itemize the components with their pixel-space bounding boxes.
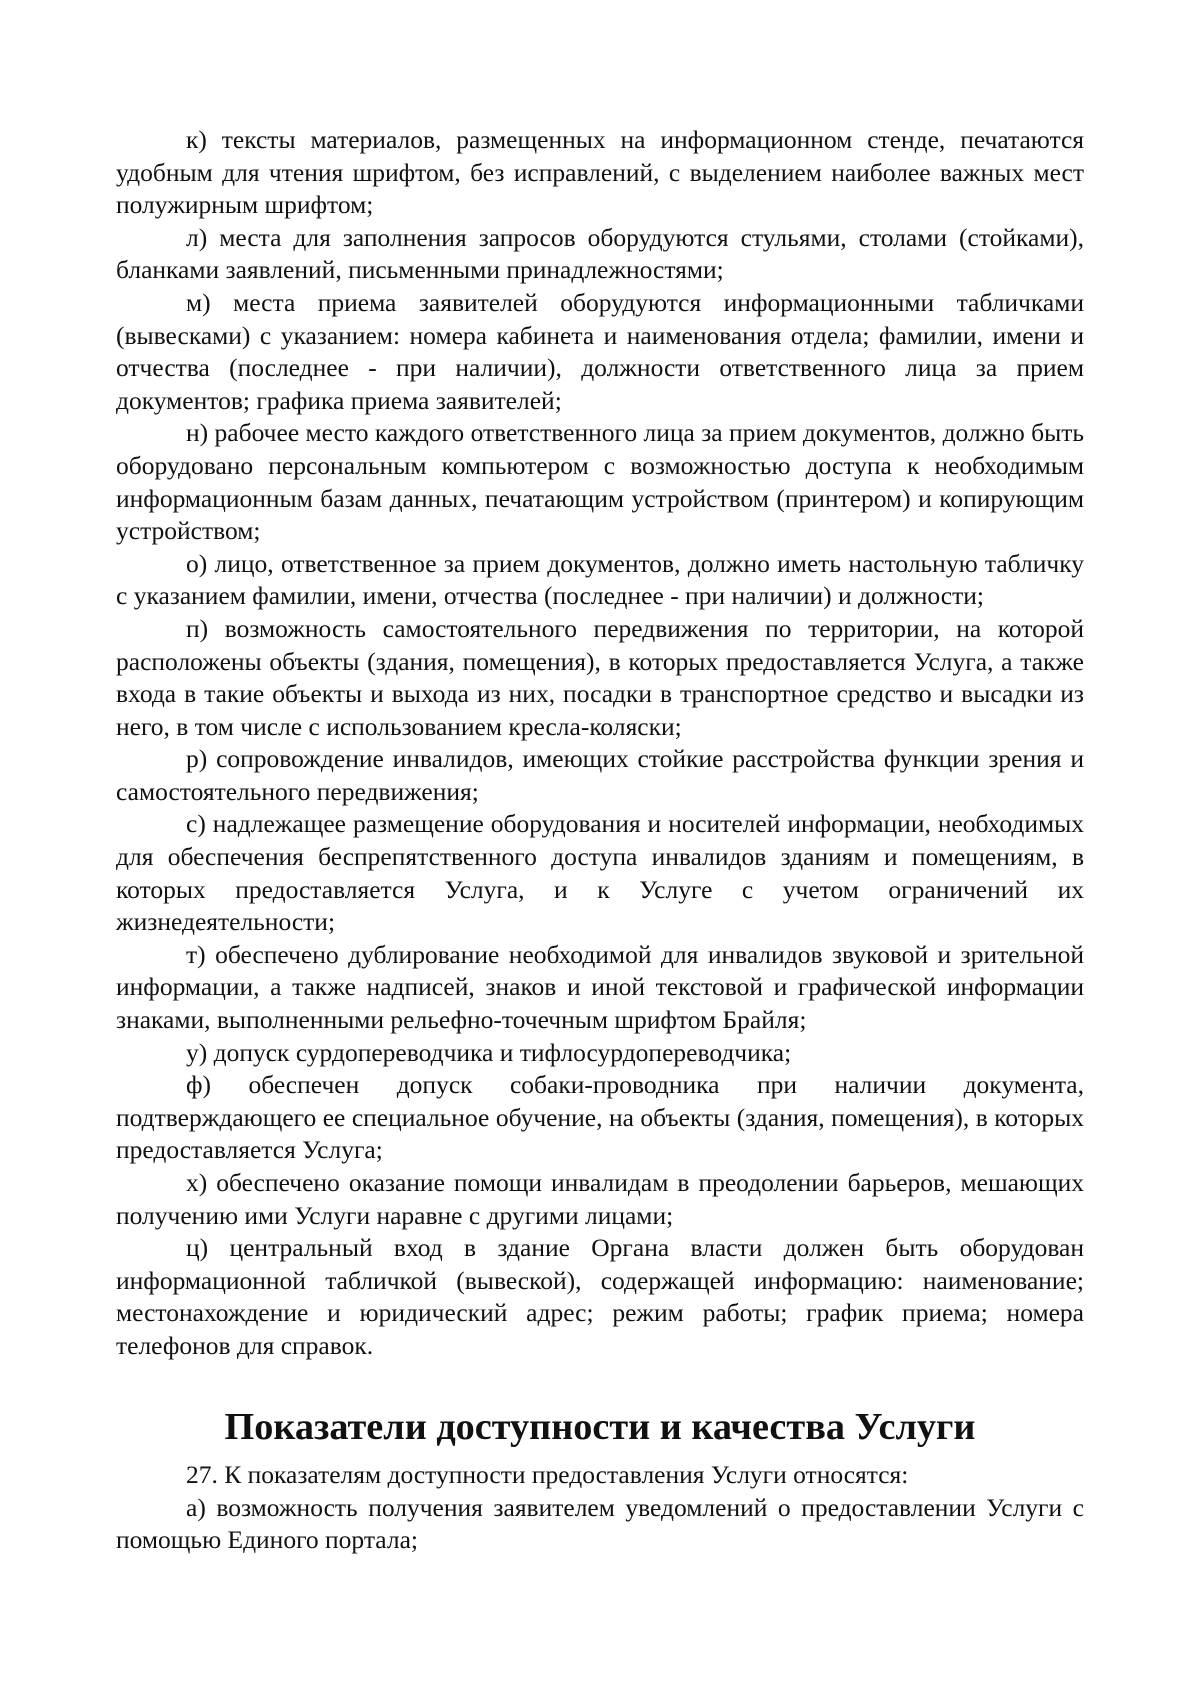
section-paragraph-27: 27. К показателям доступности предоставления Услуги относятся: <box>186 1460 909 1490</box>
list-item-s: с) надлежащее размещение оборудования и носителей информации, необходимых для обеспечения беспрепятственного доступа инвалидов зданиям и помещениям, в которых предоставляется Услуга, и к Услуге с учетом ограничений их жизнедеятельности; <box>116 809 1084 937</box>
list-item-kh: х) обеспечено оказание помощи инвалидам в преодолении барьеров, мешающих получению ими Услуги наравне с другими лицами; <box>116 1168 1084 1230</box>
section-heading: Показатели доступности и качества Услуги <box>224 1405 976 1448</box>
list-item-r: р) сопровождение инвалидов, имеющих стойкие расстройства функции зрения и самостоятельного передвижения; <box>116 744 1084 806</box>
list-item-k: к) тексты материалов, размещенных на информационном стенде, печатаются удобным для чтения шрифтом, без исправлений, с выделением наиболее важных мест полужирным шрифтом; <box>116 125 1084 220</box>
list-item-o: о) лицо, ответственное за прием документов, должно иметь настольную табличку с указанием фамилии, имени, отчества (последнее - при наличии) и должности; <box>116 548 1084 611</box>
document-page <box>116 124 1084 1557</box>
list-item-u: у) допуск сурдопереводчика и тифлосурдопереводчика; <box>186 1037 792 1067</box>
list-item-m: м) места приема заявителей оборудуются информационными табличками (вывесками) с указанием: номера кабинета и наименования отдела; фамилии, имени и отчества (последнее - при наличии), должности ответственного лица за прием документов; графика приема заявителей; <box>116 287 1084 415</box>
list-item-f: ф) обеспечен допуск собаки-проводника при наличии документа, подтверждающего ее специальное обучение, на объекты (здания, помещения), в которых предоставляется Услуга; <box>116 1070 1084 1165</box>
section-paragraph-a: а) возможность получения заявителем уведомлений о предоставлении Услуги с помощью Единого портала; <box>116 1492 1084 1555</box>
list-item-l: л) места для заполнения запросов оборудуются стульями, столами (стойками), бланками заявлений, письменными принадлежностями; <box>116 222 1084 285</box>
list-item-t: т) обеспечено дублирование необходимой для инвалидов звуковой и зрительной информации, а также надписей, знаков и иной текстовой и графической информации знаками, выполненными рельефно-точечным шрифтом Брайля; <box>116 939 1084 1035</box>
list-item-n: н) рабочее место каждого ответственного лица за прием документов, должно быть оборудовано персональным компьютером с возможностью доступа к необходимым информационным базам данных, печатающим устройством (принтером) и копирующим устройством; <box>116 418 1084 546</box>
list-item-ts: ц) центральный вход в здание Органа власти должен быть оборудован информационной табличкой (вывеской), содержащей информацию: наименование; местонахождение и юридический адрес; режим работы; график приема; номера телефонов для справок. <box>116 1233 1084 1360</box>
list-item-p: п) возможность самостоятельного передвижения по территории, на которой расположены объекты (здания, помещения), в которых предоставляется Услуга, а также входа в такие объекты и выхода из них, посадки в транспортное средство и высадки из него, в том числе с использованием кресла-коляски; <box>116 613 1084 741</box>
